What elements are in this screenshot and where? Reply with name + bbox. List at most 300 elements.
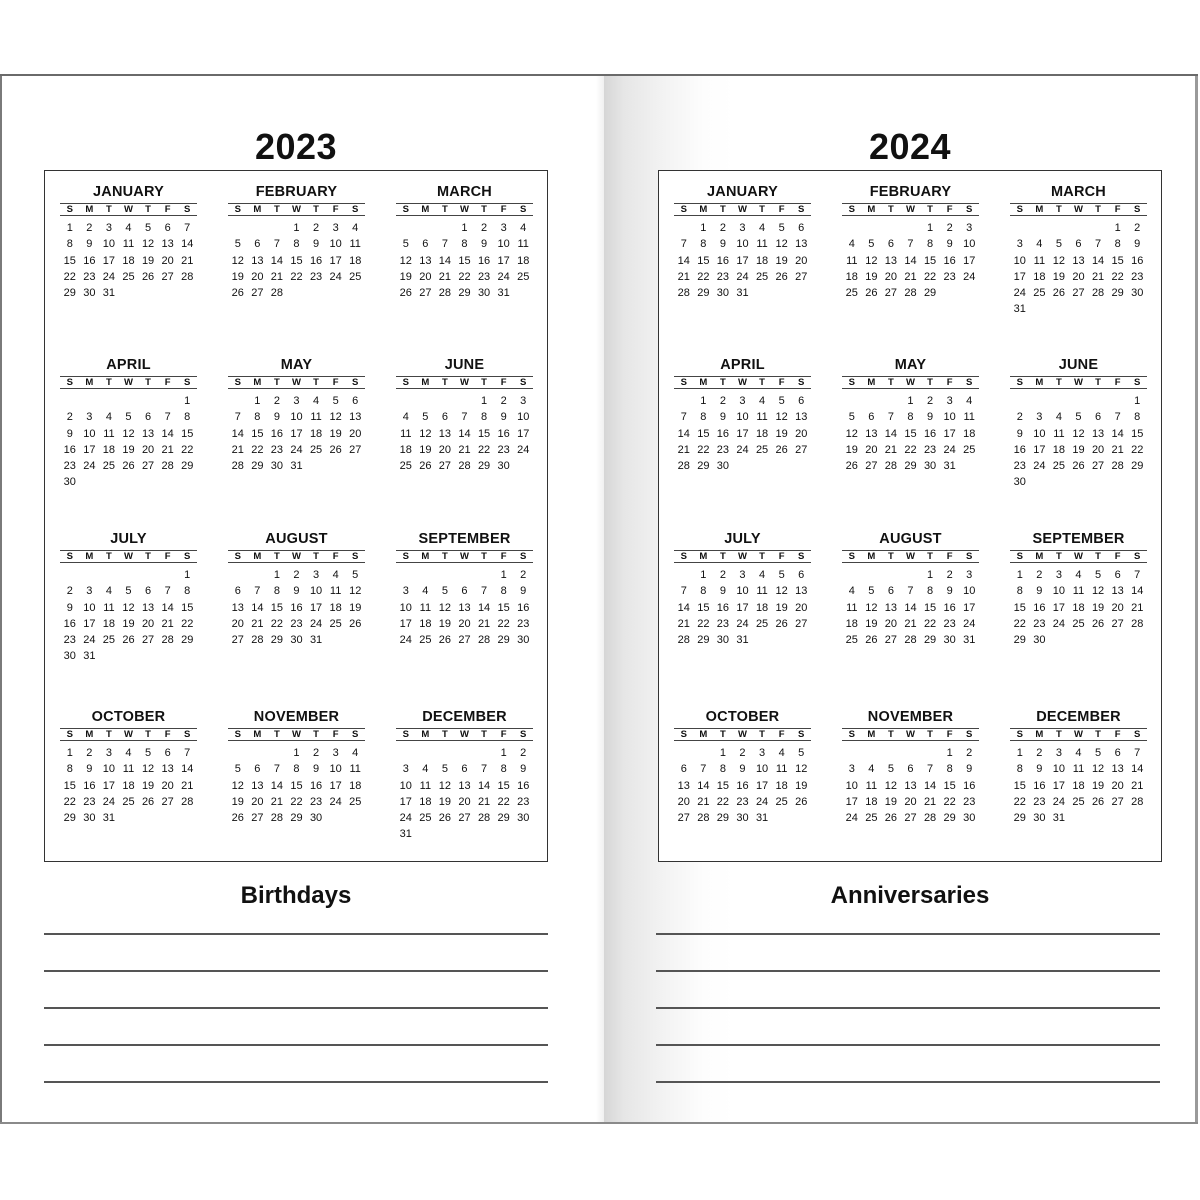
weekday-header (60, 203, 197, 216)
empty-cell (881, 393, 901, 409)
day-cell: 1 (254, 395, 261, 407)
weekday-label: F (332, 377, 339, 388)
day-cell: 23 (309, 270, 323, 283)
weekday-label: M (1035, 729, 1044, 740)
day-cell: 4 (125, 222, 132, 234)
weekday-label: S (66, 204, 73, 215)
weekday-label: T (481, 551, 487, 562)
day-cell: 16 (1013, 443, 1026, 456)
weekday-label: W (124, 729, 133, 740)
day-cell: 6 (164, 747, 171, 759)
weekday-label: T (1095, 204, 1101, 215)
empty-cell (1010, 220, 1030, 236)
day-cell: 15 (923, 601, 937, 614)
weekday-header (1010, 728, 1147, 741)
day-cell: 24 (1052, 617, 1066, 630)
day-cell: 20 (458, 617, 471, 630)
day-cell: 8 (927, 585, 934, 598)
day-cell: 22 (904, 443, 917, 456)
weekday-header (228, 203, 365, 216)
day-cell: 18 (1052, 443, 1066, 456)
day-cell: 26 (1072, 460, 1085, 473)
day-cell: 26 (122, 634, 135, 647)
weekday-label: W (292, 377, 301, 388)
day-cell: 10 (329, 238, 342, 251)
day-grid (228, 567, 365, 648)
day-cell: 17 (309, 601, 323, 614)
day-cell: 5 (234, 763, 241, 776)
day-cell: 15 (943, 779, 956, 792)
day-cell: 19 (419, 443, 432, 456)
day-cell: 8 (946, 763, 953, 776)
day-cell: 28 (1111, 460, 1124, 473)
day-cell: 25 (845, 287, 858, 300)
day-cell: 18 (419, 617, 432, 630)
day-cell: 13 (677, 779, 690, 792)
month-name: JANUARY (93, 184, 164, 200)
day-cell: 23 (309, 795, 323, 808)
day-cell: 22 (716, 795, 730, 808)
day-cell: 18 (122, 254, 135, 267)
day-cell: 19 (231, 270, 244, 283)
empty-cell (435, 567, 455, 583)
day-cell: 18 (865, 795, 878, 808)
day-cell: 31 (755, 812, 769, 825)
weekday-label: T (313, 551, 319, 562)
day-cell: 2 (313, 747, 320, 759)
day-cell: 10 (845, 779, 858, 792)
empty-cell (158, 393, 178, 409)
weekday-label: T (481, 204, 487, 215)
month-name: AUGUST (265, 531, 328, 547)
weekday-label: S (520, 729, 527, 740)
weekday-label: T (888, 729, 894, 740)
day-cell: 10 (497, 238, 510, 251)
day-cell: 27 (141, 460, 155, 473)
empty-cell (674, 393, 694, 409)
day-cell: 13 (795, 585, 808, 598)
day-cell: 31 (497, 287, 510, 300)
day-cell: 6 (1075, 238, 1082, 251)
weekday-label: F (1114, 551, 1121, 562)
day-cell: 10 (963, 238, 976, 251)
month-name: JUNE (444, 357, 485, 373)
day-cell: 19 (329, 427, 342, 440)
weekday-label: W (1074, 204, 1083, 215)
day-cell: 23 (963, 795, 976, 808)
planner-spread (0, 74, 1198, 1124)
weekday-label: M (699, 729, 708, 740)
day-cell: 1 (1016, 569, 1023, 581)
day-cell: 26 (865, 287, 878, 300)
month-name: OCTOBER (705, 709, 780, 725)
weekday-label: S (234, 377, 241, 388)
empty-cell (267, 220, 287, 236)
weekday-label: M (421, 551, 430, 562)
day-cell: 4 (313, 395, 320, 407)
day-cell: 2 (481, 222, 488, 234)
day-cell: 14 (904, 254, 917, 267)
day-cell: 13 (419, 254, 432, 267)
weekday-label: M (1035, 204, 1044, 215)
day-cell: 21 (161, 617, 174, 630)
empty-cell (674, 745, 694, 761)
day-cell: 22 (697, 443, 710, 456)
day-cell: 11 (419, 601, 432, 614)
day-cell: 23 (290, 617, 303, 630)
day-cell: 29 (923, 634, 937, 647)
day-cell: 28 (458, 460, 471, 473)
weekday-label: F (946, 377, 953, 388)
day-cell: 8 (719, 763, 726, 776)
day-cell: 9 (1134, 238, 1141, 251)
empty-cell (474, 745, 494, 761)
day-cell: 30 (736, 812, 749, 825)
day-cell: 7 (680, 411, 687, 424)
writing-line (656, 933, 1160, 935)
day-cell: 12 (1091, 763, 1105, 776)
day-cell: 23 (943, 617, 956, 630)
empty-cell (119, 393, 139, 409)
day-cell: 2 (719, 222, 726, 234)
day-cell: 8 (700, 238, 707, 251)
day-cell: 20 (795, 427, 808, 440)
day-cell: 28 (181, 795, 194, 808)
weekday-header (674, 376, 811, 389)
month-name: MARCH (1051, 184, 1106, 200)
day-cell: 18 (399, 443, 412, 456)
day-cell: 11 (349, 763, 361, 776)
month-january (60, 183, 197, 301)
day-cell: 25 (963, 443, 976, 456)
day-cell: 2 (313, 222, 320, 234)
day-cell: 5 (332, 395, 339, 407)
weekday-label: W (738, 551, 747, 562)
weekday-label: S (798, 377, 805, 388)
empty-cell (248, 220, 268, 236)
day-cell: 26 (775, 443, 788, 456)
empty-cell (138, 393, 158, 409)
day-cell: 29 (251, 460, 264, 473)
empty-cell (396, 745, 416, 761)
day-cell: 13 (141, 601, 155, 614)
day-cell: 11 (419, 779, 432, 792)
day-cell: 7 (907, 238, 914, 251)
day-cell: 6 (798, 395, 805, 407)
day-cell: 12 (438, 779, 452, 792)
day-cell: 23 (517, 617, 530, 630)
day-cell: 5 (422, 411, 429, 424)
day-grid (842, 393, 979, 474)
weekday-label: T (145, 551, 151, 562)
weekday-label: S (966, 729, 973, 740)
day-cell: 3 (1036, 411, 1043, 424)
day-cell: 23 (477, 270, 491, 283)
month-may (228, 356, 365, 474)
weekday-label: F (946, 204, 953, 215)
day-cell: 5 (887, 763, 894, 776)
empty-cell (228, 393, 248, 409)
day-cell: 8 (461, 238, 468, 251)
day-cell: 19 (1052, 270, 1066, 283)
day-cell: 8 (907, 411, 914, 424)
day-cell: 10 (1013, 254, 1026, 267)
weekday-label: S (680, 204, 687, 215)
empty-cell (396, 220, 416, 236)
weekday-label: W (460, 729, 469, 740)
day-cell: 4 (1075, 569, 1082, 581)
day-cell: 28 (1131, 617, 1144, 630)
empty-cell (435, 220, 455, 236)
day-cell: 25 (1072, 617, 1085, 630)
day-cell: 28 (1091, 287, 1105, 300)
weekday-header (674, 728, 811, 741)
day-cell: 18 (349, 779, 362, 792)
day-cell: 27 (251, 812, 264, 825)
day-cell: 4 (422, 585, 429, 598)
day-cell: 28 (677, 634, 690, 647)
day-cell: 2 (719, 395, 726, 407)
day-cell: 13 (884, 601, 898, 614)
day-cell: 29 (1013, 634, 1026, 647)
month-may (842, 356, 979, 474)
weekday-label: S (1134, 204, 1141, 215)
day-cell: 10 (309, 585, 323, 598)
day-cell: 23 (1033, 795, 1046, 808)
day-cell: 21 (1111, 443, 1124, 456)
weekday-label: F (1114, 729, 1121, 740)
day-cell: 25 (517, 270, 530, 283)
month-name: JUNE (1058, 357, 1099, 373)
day-cell: 17 (399, 795, 412, 808)
day-cell: 23 (63, 460, 76, 473)
day-cell: 15 (1013, 601, 1026, 614)
day-cell: 20 (1111, 601, 1124, 614)
weekday-label: W (460, 551, 469, 562)
day-cell: 3 (520, 395, 527, 407)
day-cell: 6 (164, 222, 171, 234)
day-cell: 1 (481, 395, 488, 407)
day-cell: 26 (349, 617, 362, 630)
day-cell: 21 (458, 443, 471, 456)
day-cell: 27 (884, 287, 898, 300)
month-name: MAY (894, 357, 927, 373)
weekday-label: S (234, 551, 241, 562)
day-cell: 21 (251, 617, 264, 630)
day-cell: 6 (680, 763, 687, 776)
day-cell: 8 (293, 763, 300, 776)
day-grid (396, 220, 533, 301)
day-cell: 14 (677, 254, 690, 267)
weekday-header (60, 550, 197, 563)
day-cell: 1 (1016, 747, 1023, 759)
day-cell: 20 (458, 795, 471, 808)
day-cell: 12 (231, 779, 244, 792)
writing-line (656, 1007, 1160, 1009)
day-cell: 2 (86, 747, 93, 759)
day-cell: 28 (477, 634, 491, 647)
day-cell: 15 (1013, 779, 1026, 792)
weekday-label: S (1016, 729, 1023, 740)
day-cell: 30 (1131, 287, 1144, 300)
weekday-header (842, 203, 979, 216)
day-cell: 7 (907, 585, 914, 598)
day-cell: 3 (759, 747, 766, 759)
day-cell: 10 (399, 779, 412, 792)
day-cell: 1 (700, 569, 707, 581)
weekday-label: W (738, 204, 747, 215)
day-cell: 16 (716, 254, 730, 267)
day-cell: 31 (83, 650, 96, 663)
day-cell: 23 (270, 443, 284, 456)
day-cell: 2 (946, 569, 953, 581)
weekday-label: S (798, 204, 805, 215)
day-cell: 21 (677, 443, 690, 456)
day-cell: 27 (251, 287, 264, 300)
day-cell: 16 (736, 779, 749, 792)
weekday-label: S (352, 551, 359, 562)
day-cell: 27 (1111, 617, 1124, 630)
weekday-label: M (699, 551, 708, 562)
day-cell: 3 (86, 585, 93, 598)
empty-cell (248, 745, 268, 761)
empty-cell (119, 567, 139, 583)
day-cell: 13 (865, 427, 878, 440)
weekday-label: S (402, 551, 409, 562)
weekday-label: M (85, 204, 94, 215)
weekday-header (1010, 550, 1147, 563)
day-cell: 1 (946, 747, 953, 759)
day-cell: 3 (739, 222, 746, 234)
day-cell: 14 (181, 238, 194, 251)
day-cell: 16 (963, 779, 976, 792)
day-cell: 5 (778, 569, 785, 581)
day-cell: 12 (399, 254, 412, 267)
day-cell: 11 (846, 601, 858, 614)
day-cell: 18 (755, 254, 769, 267)
day-cell: 14 (884, 427, 898, 440)
weekday-label: T (1056, 551, 1062, 562)
day-cell: 4 (1036, 238, 1043, 251)
day-cell: 5 (778, 395, 785, 407)
day-cell: 23 (716, 617, 730, 630)
day-cell: 7 (164, 585, 171, 598)
day-cell: 18 (963, 427, 976, 440)
day-cell: 20 (419, 270, 432, 283)
empty-cell (267, 745, 287, 761)
month-july (60, 530, 197, 665)
day-cell: 12 (775, 411, 788, 424)
writing-lines (44, 933, 548, 1118)
empty-cell (901, 745, 921, 761)
day-cell: 19 (122, 443, 135, 456)
empty-cell (228, 567, 248, 583)
day-cell: 5 (441, 763, 448, 776)
day-cell: 22 (923, 617, 937, 630)
month-name: OCTOBER (91, 709, 166, 725)
day-cell: 12 (419, 427, 432, 440)
day-cell: 12 (865, 254, 878, 267)
day-cell: 29 (458, 287, 471, 300)
day-cell: 20 (904, 795, 917, 808)
day-cell: 13 (795, 411, 808, 424)
day-cell: 20 (865, 443, 878, 456)
weekday-label: S (352, 729, 359, 740)
weekday-label: F (778, 729, 785, 740)
day-cell: 27 (795, 270, 808, 283)
day-cell: 7 (234, 411, 241, 424)
day-cell: 31 (102, 812, 116, 825)
month-november (842, 708, 979, 826)
empty-cell (1069, 393, 1089, 409)
day-cell: 31 (1052, 812, 1066, 825)
weekday-label: S (966, 377, 973, 388)
empty-cell (99, 393, 119, 409)
day-cell: 11 (310, 411, 322, 424)
day-cell: 28 (1131, 795, 1144, 808)
day-cell: 12 (438, 601, 452, 614)
right-page (604, 76, 1198, 1122)
day-cell: 25 (329, 617, 342, 630)
day-cell: 24 (329, 795, 342, 808)
day-cell: 24 (1013, 287, 1026, 300)
day-cell: 22 (1013, 617, 1026, 630)
day-cell: 9 (293, 585, 300, 598)
day-grid (1010, 393, 1147, 491)
day-cell: 20 (884, 270, 898, 283)
day-cell: 12 (329, 411, 342, 424)
weekday-label: T (481, 377, 487, 388)
empty-cell (694, 745, 714, 761)
day-cell: 25 (1052, 460, 1066, 473)
day-cell: 16 (943, 254, 956, 267)
day-cell: 19 (438, 795, 452, 808)
year-title: 2024 (868, 126, 952, 167)
day-cell: 19 (349, 601, 362, 614)
day-cell: 6 (461, 763, 468, 776)
weekday-label: F (164, 551, 171, 562)
day-cell: 21 (677, 270, 690, 283)
day-cell: 5 (798, 747, 805, 759)
day-cell: 19 (438, 617, 452, 630)
day-cell: 14 (1131, 585, 1144, 598)
month-january (674, 183, 811, 301)
month-october (60, 708, 197, 826)
day-cell: 20 (884, 617, 898, 630)
day-cell: 19 (795, 779, 808, 792)
day-cell: 6 (1114, 569, 1121, 581)
day-cell: 9 (966, 763, 973, 776)
day-cell: 17 (943, 427, 956, 440)
day-cell: 14 (251, 601, 264, 614)
day-cell: 20 (677, 795, 690, 808)
day-cell: 10 (736, 411, 749, 424)
day-cell: 26 (775, 270, 788, 283)
month-name: JANUARY (707, 184, 778, 200)
weekday-header (228, 550, 365, 563)
day-cell: 4 (125, 747, 132, 759)
day-cell: 24 (1052, 795, 1066, 808)
month-august (842, 530, 979, 648)
empty-cell (416, 745, 436, 761)
day-cell: 12 (795, 763, 808, 776)
weekday-label: S (848, 204, 855, 215)
day-cell: 16 (477, 254, 491, 267)
day-cell: 20 (438, 443, 452, 456)
weekday-label: M (699, 377, 708, 388)
day-cell: 22 (63, 795, 76, 808)
day-cell: 24 (755, 795, 769, 808)
